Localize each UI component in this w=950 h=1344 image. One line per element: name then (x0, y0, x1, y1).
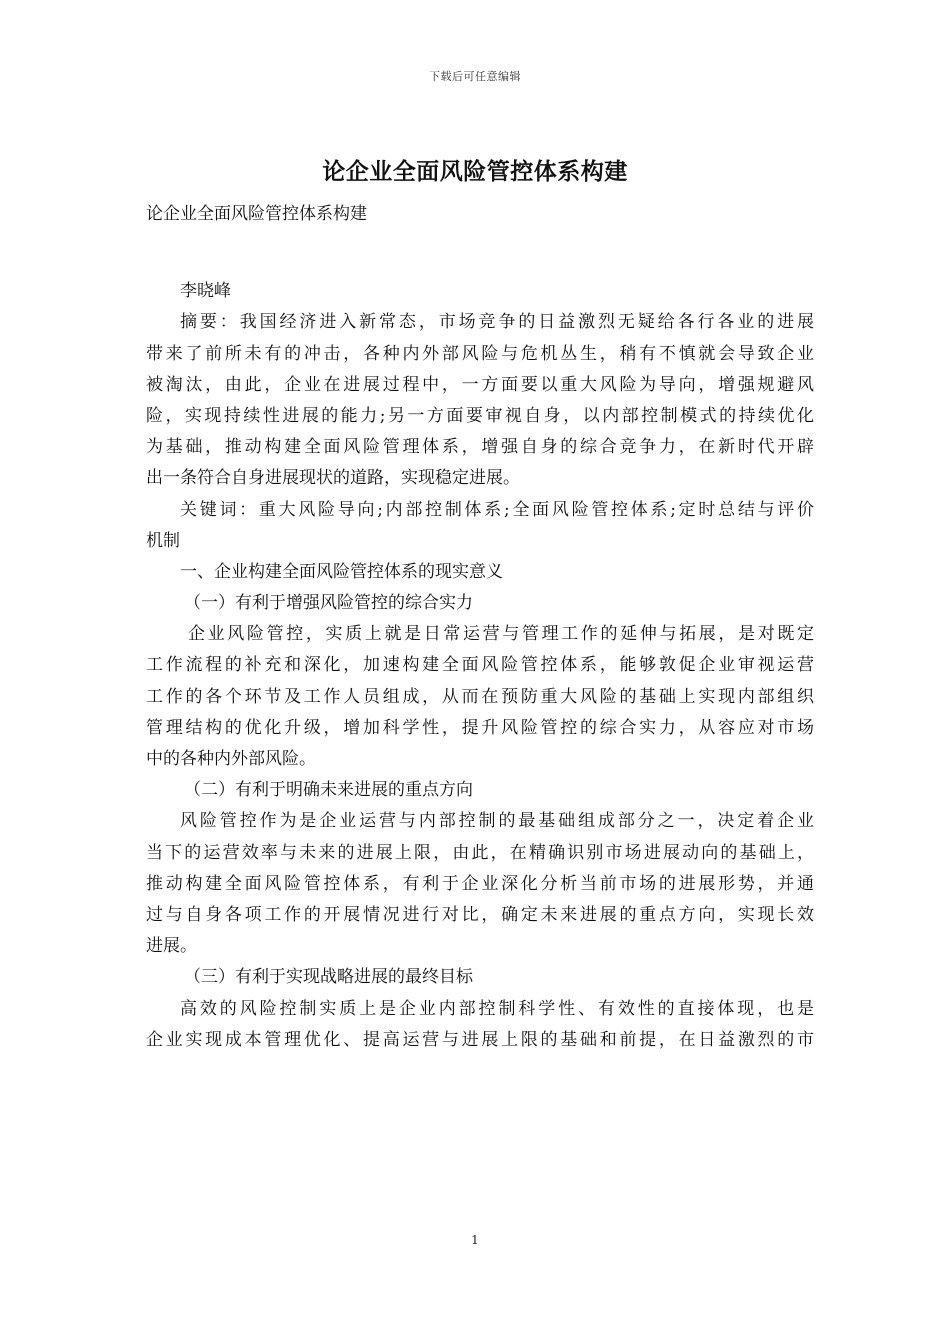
paragraph-line: 进展。 (146, 936, 197, 957)
subtitle: 论企业全面风险管控体系构建 (146, 204, 367, 224)
keywords-paragraph (146, 495, 814, 557)
subsection-heading: （二）有利于明确未来进展的重点方向 (184, 780, 473, 801)
paragraph-line: 中的各种内外部风险。 (146, 749, 316, 769)
subsection-paragraph (146, 806, 814, 962)
abstract-line: 险，实现持续性进展的能力;另一方面要审视自身，以内部控制模式的持续优化 (146, 405, 814, 426)
paragraph-line: 当下的运营效率与未来的进展上限，由此，在精确识别市场进展动向的基础上， (146, 842, 814, 863)
keywords-line: 关键词：重大风险导向;内部控制体系;全面风险管控体系;定时总结与评价 (180, 499, 814, 520)
keywords-line: 机制 (146, 530, 180, 551)
paragraph-line: 企业风险管控，实质上就是日常运营与管理工作的延伸与拓展，是对既定 (188, 624, 814, 645)
header-note: 下载后可任意编辑 (429, 70, 521, 83)
paragraph-line: 风险管控作为是企业运营与内部控制的最基础组成部分之一，决定着企业 (180, 811, 814, 832)
abstract-line: 被淘汰，由此，企业在进展过程中，一方面要以重大风险为导向，增强规避风 (146, 374, 814, 395)
abstract-line: 摘要：我国经济进入新常态，市场竞争的日益激烈无疑给各行各业的进展 (180, 312, 814, 333)
page-number: 1 (471, 1233, 479, 1247)
subsection-heading: （三）有利于实现战略进展的最终目标 (184, 967, 473, 988)
document-title: 论企业全面风险管控体系构建 (322, 158, 628, 185)
author: 李晓峰 (180, 281, 231, 302)
blank-line (146, 230, 814, 276)
subsection-paragraph (146, 994, 814, 1056)
abstract-paragraph (146, 307, 814, 494)
paragraph-line: 企业实现成本管理优化、提高运营与进展上限的基础和前提，在日益激烈的市 (146, 1029, 814, 1050)
abstract-line: 带来了前所未有的冲击，各种内外部风险与危机丛生，稍有不慎就会导致企业 (146, 343, 814, 364)
document-body (146, 199, 814, 1056)
paragraph-line: 工作的各个环节及工作人员组成，从而在预防重大风险的基础上实现内部组织 (146, 686, 814, 707)
paragraph-line: 过与自身各项工作的开展情况进行对比，确定未来进展的重点方向，实现长效 (146, 904, 814, 925)
paragraph-line: 高效的风险控制实质上是企业内部控制科学性、有效性的直接体现，也是 (180, 998, 814, 1019)
subsection-paragraph (146, 619, 814, 775)
paragraph-line: 推动构建全面风险管控体系，有利于企业深化分析当前市场的进展形势，并通 (146, 873, 814, 894)
subsection-heading: （一）有利于增强风险管控的综合实力 (184, 593, 473, 614)
paragraph-line: 管理结构的优化升级，增加科学性，提升风险管控的综合实力，从容应对市场 (146, 717, 814, 738)
abstract-line: 为基础，推动构建全面风险管理体系，增强自身的综合竞争力，在新时代开辟 (146, 437, 814, 458)
paragraph-line: 工作流程的补充和深化，加速构建全面风险管控体系，能够敦促企业审视运营 (146, 655, 814, 676)
abstract-line: 出一条符合自身进展现状的道路，实现稳定进展。 (146, 468, 520, 489)
section-heading: 一、企业构建全面风险管控体系的现实意义 (180, 561, 503, 582)
